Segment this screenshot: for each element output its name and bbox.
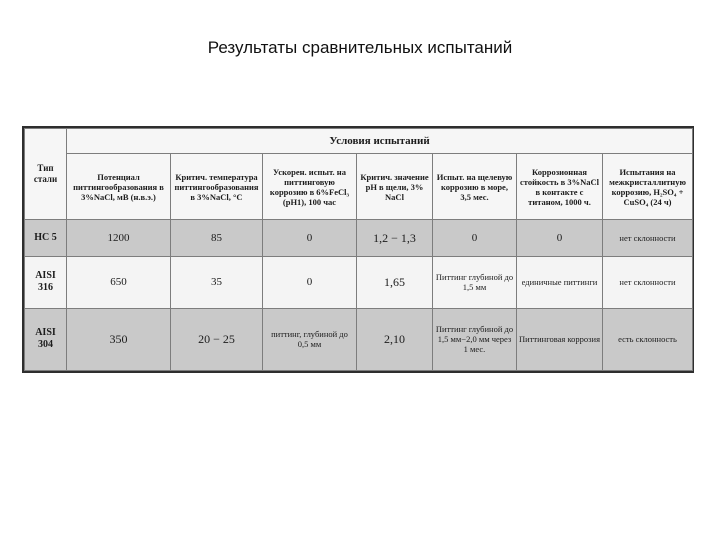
header-critical-ph: Критич. значение рН в щели, 3% NaCl [357,153,433,220]
table-cell: питтинг, глубиной до 0,5 мм [263,308,357,370]
table-cell: 1,2 − 1,3 [357,220,433,257]
header-test-conditions: Условия испытаний [67,129,693,154]
header-accelerated-test: Ускорен. испыт. на питтинговую коррозию в 6%FeCl₃ (рН1), 100 час [263,153,357,220]
steel-name: AISI 316 [25,256,67,308]
table-row [25,220,693,257]
table-cell: 1200 [67,220,171,257]
results-table [24,128,693,371]
table-cell: 35 [171,256,263,308]
table-row [25,256,693,308]
table-cell: 0 [433,220,517,257]
table-cell: 1,65 [357,256,433,308]
table-cell: 0 [263,220,357,257]
table-cell: 0 [517,220,603,257]
table-cell: Питтинговая коррозия [517,308,603,370]
table-cell: 20 − 25 [171,308,263,370]
table-cell: нет склонности [603,220,693,257]
table-cell: 85 [171,220,263,257]
header-crevice-sea-test: Испыт. на щелевую коррозию в море, 3,5 мес. [433,153,517,220]
steel-name: AISI 304 [25,308,67,370]
table-cell: 2,10 [357,308,433,370]
header-intergranular: Испытания на межкристаллитную коррозию, H₂SO₄ + CuSO₄ (24 ч) [603,153,693,220]
header-steel-type: Тип стали [25,129,67,220]
steel-name: НС 5 [25,220,67,257]
results-table-image [22,126,694,373]
table-cell: 0 [263,256,357,308]
header-titanium-contact: Коррозионная стойкость в 3%NaCl в контакте с титаном, 1000 ч. [517,153,603,220]
table-cell: 650 [67,256,171,308]
table-cell: есть склонность [603,308,693,370]
header-critical-temperature: Критич. температура питтингообразования в 3%NaCl, °С [171,153,263,220]
header-pitting-potential: Потенциал питтингообразования в 3%NaCl, мВ (н.в.э.) [67,153,171,220]
table-cell: нет склонности [603,256,693,308]
table-cell: единичные питтинги [517,256,603,308]
table-cell: 350 [67,308,171,370]
table-cell: Питтинг глубиной до 1,5 мм [433,256,517,308]
table-row [25,308,693,370]
slide-title: Результаты сравнительных испытаний [207,38,513,57]
table-cell: Питтинг глубиной до 1,5 мм−2,0 мм через 1 мес. [433,308,517,370]
